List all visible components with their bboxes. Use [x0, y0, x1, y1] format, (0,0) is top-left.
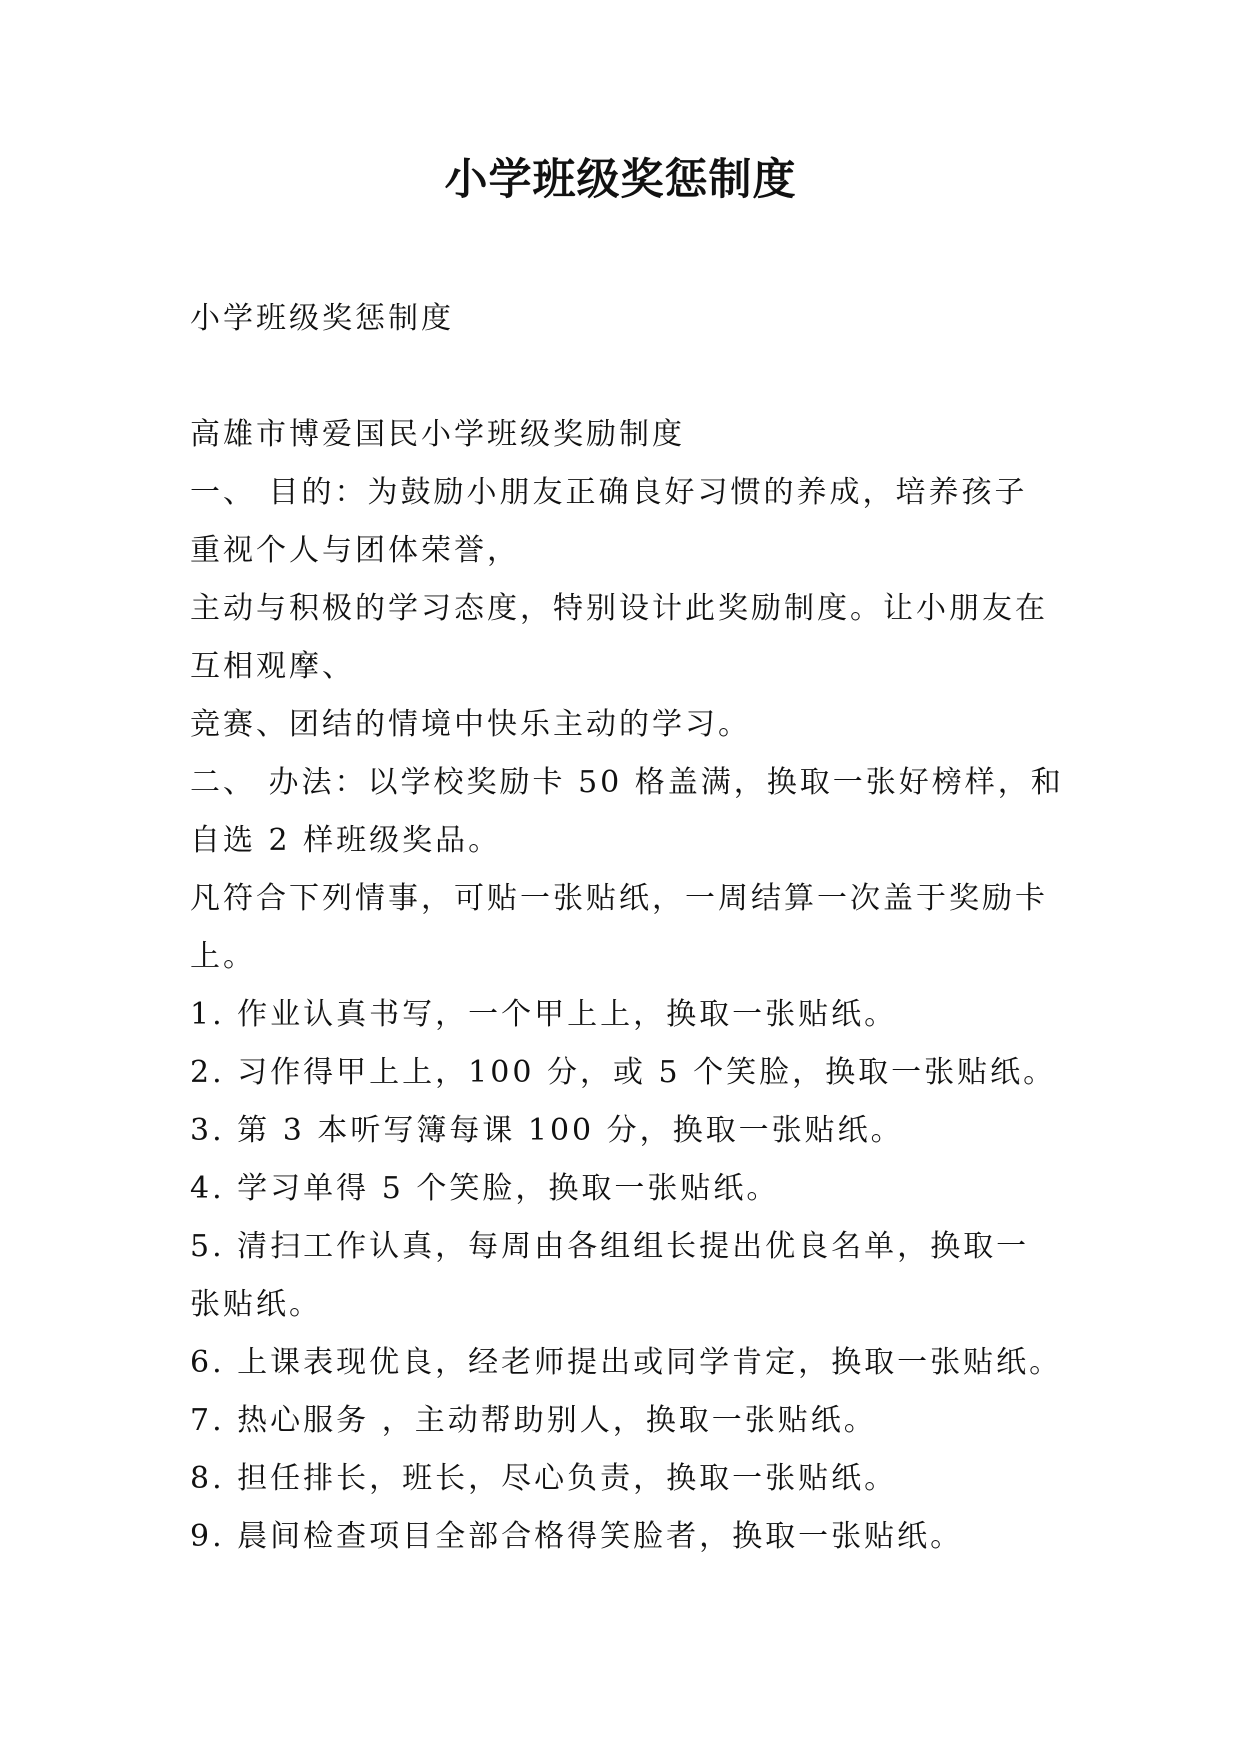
- paragraph-line: 重视个人与团体荣誉，: [190, 533, 520, 568]
- document-body: [190, 290, 1090, 1566]
- paragraph-line: 主动与积极的学习态度，特别设计此奖励制度。让小朋友在: [190, 591, 1048, 626]
- paragraph-line: 一、 目的：为鼓励小朋友正确良好习惯的养成，培养孩子: [190, 475, 1028, 510]
- paragraph-line: 二、 办法：以学校奖励卡 50 格盖满，换取一张好榜样，和: [190, 765, 1064, 800]
- list-item: 4. 学习单得 5 个笑脸，换取一张贴纸。: [190, 1171, 780, 1206]
- paragraph-line: 竞赛、团结的情境中快乐主动的学习。: [190, 707, 751, 742]
- document-subtitle: 小学班级奖惩制度: [190, 301, 454, 336]
- paragraph-line: 高雄市博爱国民小学班级奖励制度: [190, 417, 685, 452]
- page-title: 小学班级奖惩制度: [444, 155, 797, 205]
- list-item: 3. 第 3 本听写簿每课 100 分，换取一张贴纸。: [190, 1113, 904, 1148]
- paragraph-line: 上。: [190, 939, 256, 974]
- paragraph-line: 自选 2 样班级奖品。: [190, 823, 502, 858]
- paragraph-line: 凡符合下列情事，可贴一张贴纸，一周结算一次盖于奖励卡: [190, 881, 1048, 916]
- list-item: 1. 作业认真书写，一个甲上上，换取一张贴纸。: [190, 997, 898, 1032]
- paragraph-line: 互相观摩、: [190, 649, 355, 684]
- list-item: 张贴纸。: [190, 1287, 322, 1322]
- list-item: 5. 清扫工作认真，每周由各组组长提出优良名单，换取一: [190, 1229, 1030, 1264]
- list-item: 9. 晨间检查项目全部合格得笑脸者，换取一张贴纸。: [190, 1519, 964, 1554]
- list-item: 7. 热心服务 ，主动帮助别人，换取一张贴纸。: [190, 1403, 877, 1438]
- list-item: 8. 担任排长，班长，尽心负责，换取一张贴纸。: [190, 1461, 898, 1496]
- list-item: 6. 上课表现优良，经老师提出或同学肯定，换取一张贴纸。: [190, 1345, 1063, 1380]
- list-item: 2. 习作得甲上上，100 分，或 5 个笑脸，换取一张贴纸。: [190, 1055, 1057, 1090]
